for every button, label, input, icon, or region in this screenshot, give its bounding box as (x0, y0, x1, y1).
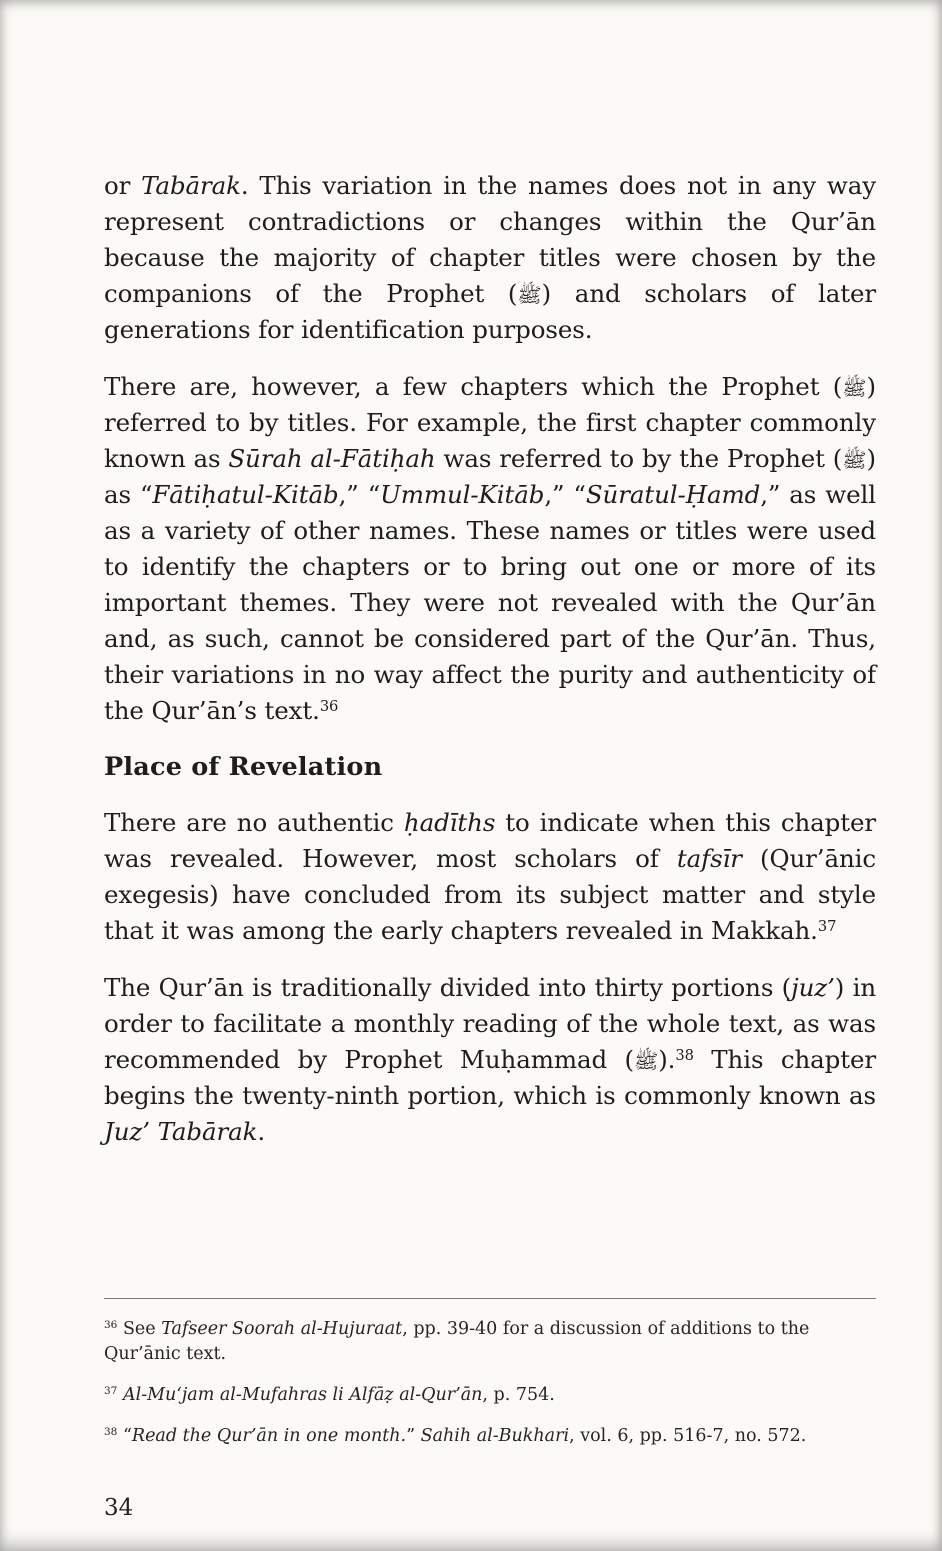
body-paragraph-4: The Qur’ān is traditionally divided into thirty portions (juz’) in order to facilitate a monthly reading of the whole text, as was recommended by Prophet Muḥammad (ﷺ).$^{38}$ This chapter begins the twenty-ninth portion, which is commonly known as Juz’ Tabārak. (104, 973, 877, 1146)
body-paragraph-3: There are no authentic ḥadīths to indicate when this chapter was revealed. However, most scholars of tafsīr (Qur’ānic exegesis) have concluded from its subject matter and style that it was among the early chapters revealed in Makkah.$^{37}$ (104, 808, 876, 945)
footnote-38: $^{38}$ “Read the Qur’ān in one month.” Sahih al-Bukhari, vol. 6, pp. 516-7, no. 572. (104, 1426, 807, 1446)
footnote-divider (104, 1298, 876, 1299)
footnote-36: $^{36}$ See Tafseer Soorah al-Hujuraat, pp. 39-40 for a discussion of additions to the Qur’ānic text. (104, 1319, 810, 1364)
body-paragraph-2: There are, however, a few chapters which the Prophet (ﷺ) referred to by titles. For example, the first chapter commonly known as Sūrah al-Fātiḥah was referred to by the Prophet (ﷺ) as “Fātiḥatul-Kitāb,” “Ummul-Kitāb,” “Sūratul-Ḥamd,” as well as a variety of other names. These names or titles were used to identify the chapters or to bring out one or more of its important themes. They were not revealed with the Qur’ān and, as such, cannot be considered part of the Qur’ān. Thus, their variations in no way affect the purity and authenticity of the Qur’ān’s text.$^{36}$ (104, 372, 877, 725)
section-heading: Place of Revelation (104, 752, 383, 782)
footnote-37: $^{37}$ Al-Mu‘jam al-Mufahras li Alfāẓ al-Qur’ān, p. 754. (104, 1385, 555, 1405)
whitespace-spacer (104, 1171, 876, 1298)
body-paragraph-1: or Tabārak. This variation in the names does not in any way represent contradictions or changes within the Qur’ān because the majority of chapter titles were chosen by the companions of the Prophet (ﷺ) and scholars of later generations for identification purposes. (104, 171, 876, 344)
body-text (104, 168, 876, 1171)
footnotes-section (104, 1298, 876, 1465)
page-number: 34 (104, 1495, 134, 1521)
